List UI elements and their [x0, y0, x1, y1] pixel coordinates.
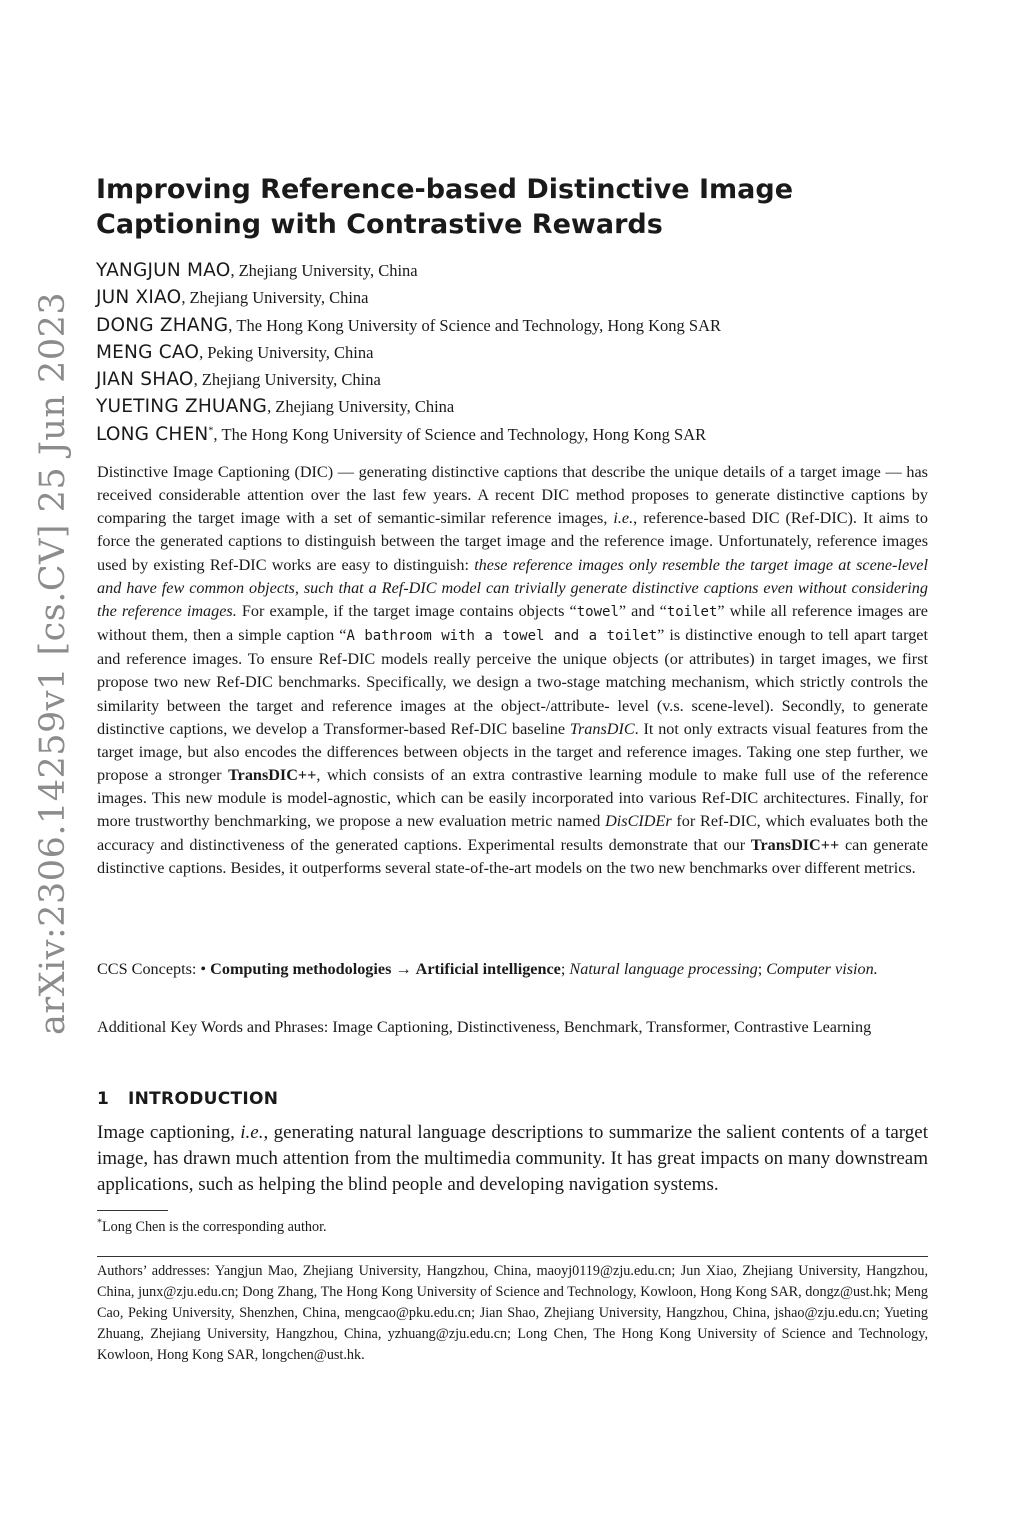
- paper-title: Improving Reference-based Distinctive Image Captioning with Contrastive Rewards: [96, 174, 794, 240]
- ccs-concept: Natural language processing: [569, 960, 758, 978]
- model-name-transdic-plus: TransDIC++: [228, 766, 317, 785]
- author-separator: ,: [213, 424, 218, 444]
- author-name: MENG CAO: [96, 341, 200, 363]
- author-separator: ,: [228, 315, 233, 335]
- intro-text: Image captioning,: [97, 1122, 241, 1143]
- introduction-paragraph: [97, 1120, 928, 1198]
- ccs-concepts: [97, 958, 928, 981]
- author-name: JIAN SHAO: [96, 369, 194, 391]
- author-entry: [96, 366, 936, 393]
- ccs-concept: Computer vision.: [766, 960, 878, 978]
- author-affiliation: Zhejiang University, China: [201, 370, 381, 390]
- ccs-separator: ;: [560, 960, 570, 978]
- model-name-transdic: TransDIC: [569, 719, 635, 738]
- author-name: DONG ZHANG: [96, 314, 229, 336]
- author-affiliation: Peking University, China: [207, 342, 374, 362]
- author-name: YANGJUN MAO: [96, 260, 231, 281]
- object-toilet: toilet: [666, 603, 718, 620]
- section-title: INTRODUCTION: [128, 1089, 279, 1109]
- author-entry: [96, 257, 936, 284]
- author-separator: ,: [199, 342, 204, 362]
- section-number: 1: [97, 1089, 110, 1109]
- abstract-text: For example, if the target image contains objects “: [236, 601, 577, 620]
- author-name: LONG CHEN: [96, 423, 209, 445]
- ccs-label: CCS Concepts: •: [97, 960, 211, 978]
- author-addresses: Authors’ addresses: Yangjun Mao, Zhejiang University, Hangzhou, China, maoyj0119@zju.edu.cn; Jun Xiao, Zhejiang University, Hangzhou, China, junx@zju.edu.cn; Dong Zhang, The Hong Kong University of Science and Technology, Kowloon, Hong Kong SAR, dongz@ust.hk; Meng Cao, Peking University, Shenzhen, China, mengcao@pku.edu.cn; Jian Shao, Zhejiang University, Hangzhou, China, jshao@zju.edu.cn; Yueting Zhuang, Zhejiang University, Hangzhou, China, yzhuang@zju.edu.cn; Long Chen, The Hong Kong University of Science and Technology, Kowloon, Hong Kong SAR, longchen@ust.hk.: [97, 1263, 928, 1363]
- abstract-text: ” while all reference images are without them, then a simple caption “: [97, 601, 928, 645]
- author-name: JUN XIAO: [96, 287, 182, 309]
- author-entry: [96, 421, 936, 448]
- abstract-text: can generate distinctive captions. Besides, it outperforms several state-of-the-art models on the two new benchmarks over different metrics.: [97, 835, 928, 877]
- author-affiliation: The Hong Kong University of Science and Technology, Hong Kong SAR: [236, 315, 722, 335]
- author-list: [96, 257, 936, 448]
- abstract-text: Distinctive Image Captioning (DIC) — generating distinctive captions that describe the unique details of a target image — has received considerable attention over the last few years. A recent DIC method proposes to generate distinctive captions by comparing the target image with a set of semantic-similar reference images,: [97, 463, 928, 528]
- author-affiliation: The Hong Kong University of Science and Technology, Hong Kong SAR: [221, 424, 707, 444]
- intro-text: , generating natural language descriptions to summarize the salient contents of a target image, has drawn much attention from the multimedia community. It has great impacts on many downstream applications, such as helping the blind people and developing navigation systems.: [97, 1122, 928, 1195]
- author-affiliation: Zhejiang University, China: [238, 261, 418, 280]
- metric-name-discider: DisCIDEr: [605, 812, 672, 831]
- author-affiliation: Zhejiang University, China: [189, 288, 369, 308]
- ccs-concept: Artificial intelligence: [415, 960, 561, 978]
- keywords: Additional Key Words and Phrases: Image Captioning, Distinctiveness, Benchmark, Transformer, Contrastive Learning: [97, 1018, 872, 1036]
- author-entry: [96, 284, 936, 311]
- author-separator: ,: [267, 397, 272, 417]
- author-separator: ,: [193, 370, 198, 390]
- intro-ie: i.e.: [240, 1122, 264, 1143]
- model-name-transdic-plus: TransDIC++: [750, 835, 840, 854]
- ccs-separator: ;: [757, 960, 767, 978]
- abstract-text: , reference-based DIC (Ref-DIC). It aims to force the generated captions to distinguish between the target image and the reference image. Unfortunately, reference images used by existing Ref-DIC works are easy to distinguish:: [97, 509, 928, 574]
- abstract-text: , which consists of an extra contrastive learning module to make full use of the reference images. This new module is model-agnostic, which can be easily incorporated into various Ref-DIC architectures. Finally, for more trustworthy benchmarking, we propose a new evaluation metric named: [97, 766, 929, 831]
- arrow-icon: →: [391, 960, 416, 978]
- author-name: YUETING ZHUANG: [96, 396, 268, 418]
- abstract: [97, 461, 928, 880]
- abstract-ie: i.e.: [613, 509, 634, 528]
- ccs-concept: Computing methodologies: [210, 960, 392, 978]
- abstract-text: ” is distinctive enough to tell apart target and reference images. To ensure Ref-DIC models really perceive the unique objects (or attributes) in target images, we first propose two new Ref-DIC benchmarks. Specifically, we design a two-stage matching mechanism, which strictly controls the similarity between the target and reference images at the object-/attribute- level (v.s. scene-level). Secondly, to generate distinctive captions, we develop a Transformer-based Ref-DIC baseline: [97, 626, 928, 738]
- abstract-text: . It not only extracts visual features from the target image, but also encodes the differences between objects in the target and reference images. Taking one step further, we propose a stronger: [97, 719, 928, 785]
- author-entry: [96, 339, 936, 366]
- author-affiliation: Zhejiang University, China: [275, 397, 455, 417]
- example-caption: A bathroom with a towel and a toilet: [346, 628, 658, 645]
- abstract-emphasis: these reference images only resemble the target image at scene-level and have few common objects, such that a Ref-DIC model can trivially generate distinctive captions even without considering the reference images.: [97, 555, 928, 620]
- footnote-text: Long Chen is the corresponding author.: [102, 1219, 327, 1235]
- object-towel: towel: [576, 603, 619, 620]
- author-entry: [96, 393, 936, 420]
- abstract-text: for Ref-DIC, which evaluates both the accuracy and distinctiveness of the generated captions. Experimental results demonstrate that our: [97, 812, 928, 854]
- section-heading: [97, 1089, 278, 1109]
- footnote-divider: [97, 1210, 168, 1211]
- corresponding-author-mark: *: [208, 425, 214, 437]
- author-separator: ,: [230, 261, 235, 280]
- footnote-mark: *: [97, 1217, 102, 1229]
- arxiv-identifier: arXiv:2306.14259v1 [cs.CV] 25 Jun 2023: [33, 291, 73, 1035]
- author-separator: ,: [181, 288, 186, 308]
- footnote: [97, 1217, 928, 1237]
- addresses-divider: [97, 1256, 928, 1257]
- author-entry: [96, 312, 936, 339]
- abstract-text: ” and “: [618, 601, 667, 620]
